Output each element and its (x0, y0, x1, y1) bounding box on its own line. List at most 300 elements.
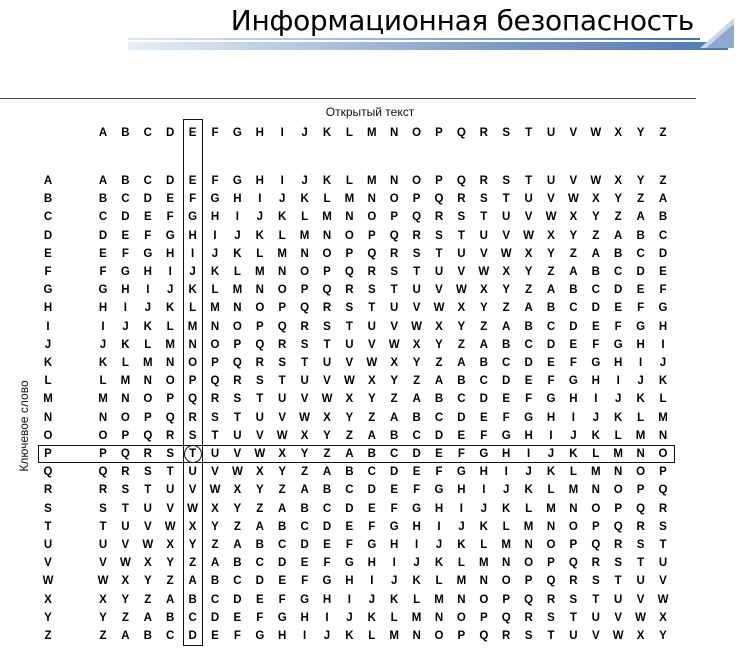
table-cell-letter: I (526, 448, 531, 460)
table-cell-letter: Y (143, 575, 152, 588)
table-cell-letter: K (233, 247, 242, 260)
key-row-header-letter: L (44, 375, 52, 388)
table-cell-letter: K (569, 448, 578, 460)
table-cell-letter: U (636, 575, 645, 588)
table-cell-letter: J (99, 338, 107, 351)
table-cell-letter: U (412, 284, 421, 297)
table-cell-letter: G (98, 284, 108, 297)
table-cell-letter: F (592, 338, 600, 351)
table-cell-letter: E (524, 375, 533, 388)
table-cell-letter: N (591, 484, 600, 497)
table-cell-letter: Q (389, 229, 399, 242)
table-cell-letter: U (524, 193, 533, 206)
table-cell-letter: W (276, 429, 288, 442)
table-cell-letter: T (166, 466, 174, 479)
table-cell-letter: R (390, 247, 399, 260)
table-cell-letter: D (569, 320, 578, 333)
table-cell-letter: C (412, 429, 421, 442)
table-cell-letter: J (256, 211, 263, 224)
table-cell-letter: O (546, 539, 556, 551)
table-cell-letter: H (546, 411, 556, 424)
table-cell-letter: H (569, 393, 578, 406)
table-cell-letter: I (280, 175, 284, 187)
table-cell-letter: C (614, 266, 623, 278)
table-cell-letter: V (166, 502, 175, 515)
key-row-header-letter: E (44, 247, 52, 260)
table-cell-letter: U (255, 411, 264, 424)
table-cell-letter: I (392, 557, 396, 570)
table-cell-letter: Z (233, 520, 241, 533)
table-cell-letter: X (502, 266, 511, 278)
table-cell-letter: R (345, 284, 354, 297)
table-cell-letter: V (255, 429, 264, 442)
table-cell-letter: R (569, 575, 578, 588)
table-cell-letter: U (278, 393, 287, 406)
table-cell-letter: H (390, 539, 399, 551)
table-cell-letter: Y (659, 630, 667, 642)
table-cell-letter: W (500, 247, 512, 260)
table-cell-letter: C (300, 520, 309, 533)
table-cell-letter: K (614, 411, 623, 424)
table-cell-letter: N (300, 247, 309, 260)
table-cell-letter: C (546, 320, 556, 333)
table-cell-letter: T (637, 557, 645, 570)
table-cell-letter: P (99, 448, 107, 460)
table-cell-letter: Q (143, 429, 153, 442)
table-cell-letter: P (547, 557, 555, 570)
table-cell-letter: Q (591, 539, 601, 551)
table-cell-letter: T (368, 302, 376, 315)
table-cell-letter: W (567, 193, 579, 206)
highlighted-plaintext-column (183, 119, 203, 646)
table-cell-letter: K (188, 284, 197, 297)
table-cell-letter: V (300, 393, 309, 406)
table-cell-letter: K (524, 484, 533, 497)
table-cell-letter: R (524, 611, 533, 624)
table-cell-letter: T (278, 375, 286, 388)
table-cell-letter: Y (412, 357, 421, 369)
table-cell-letter: W (523, 229, 535, 242)
table-cell-letter: K (300, 193, 309, 206)
table-cell-letter: G (255, 630, 265, 642)
table-cell-letter: E (233, 611, 242, 624)
table-cell-letter: T (121, 502, 129, 515)
table-cell-letter: I (504, 466, 508, 479)
table-cell-letter: I (571, 411, 575, 424)
table-cell-letter: Y (547, 247, 555, 260)
table-cell-letter: U (457, 247, 466, 260)
table-cell-letter: W (187, 502, 199, 515)
table-cell-letter: R (367, 266, 376, 278)
table-cell-letter: Q (613, 520, 623, 533)
table-cell-letter: J (614, 393, 622, 406)
table-cell-letter: W (321, 393, 333, 406)
table-cell-letter: G (188, 211, 198, 224)
table-cell-letter: F (525, 393, 533, 406)
key-row-header-letter: J (44, 338, 52, 351)
table-cell-letter: O (277, 284, 287, 297)
table-cell-letter: X (255, 466, 264, 479)
table-cell-letter: Y (591, 211, 600, 224)
table-cell-letter: Q (658, 484, 668, 497)
table-cell-letter: T (211, 429, 219, 442)
table-cell-letter: H (98, 302, 108, 315)
table-cell-letter: P (278, 302, 287, 315)
table-cell-letter: L (99, 375, 107, 388)
table-cell-letter: Q (568, 557, 578, 570)
table-cell-letter: V (121, 539, 130, 551)
table-cell-letter: O (255, 302, 265, 315)
table-cell-letter: M (613, 448, 623, 460)
table-cell-letter: L (121, 357, 129, 369)
table-cell-letter: R (98, 484, 108, 497)
table-cell-letter: D (479, 393, 488, 406)
table-cell-letter: R (210, 393, 220, 406)
table-cell-letter: K (546, 466, 556, 479)
table-cell-letter: N (636, 448, 645, 460)
table-cell-letter: C (345, 484, 354, 497)
table-cell-letter: P (390, 211, 399, 224)
table-cell-letter: Z (637, 193, 645, 206)
table-cell-letter: J (592, 411, 599, 424)
table-cell-letter: S (502, 175, 511, 187)
table-cell-letter: I (437, 520, 441, 533)
table-cell-letter: S (278, 357, 287, 369)
table-cell-letter: F (144, 229, 152, 242)
table-cell-letter: N (479, 575, 488, 588)
table-cell-letter: T (256, 393, 264, 406)
table-cell-letter: Q (188, 393, 198, 406)
table-cell-letter: V (636, 593, 645, 606)
table-cell-letter: N (98, 411, 108, 424)
table-cell-letter: L (592, 448, 600, 460)
table-cell-letter: J (458, 520, 465, 533)
table-cell-letter: G (232, 175, 242, 187)
table-cell-letter: E (614, 302, 623, 315)
table-cell-letter: G (546, 393, 556, 406)
table-cell-letter: I (414, 539, 419, 551)
title-decor-bar (128, 42, 728, 50)
table-cell-letter: I (459, 502, 463, 515)
table-cell-letter: B (390, 429, 399, 442)
table-cell-letter: Z (121, 611, 129, 624)
table-cell-letter: T (569, 611, 577, 624)
title-corner-decor-icon (700, 18, 734, 48)
table-cell-letter: G (143, 247, 153, 260)
table-cell-letter: Z (502, 302, 510, 315)
table-cell-letter: R (502, 630, 511, 642)
table-cell-letter: K (121, 338, 130, 351)
table-cell-letter: V (367, 338, 376, 351)
table-cell-letter: L (166, 320, 174, 333)
table-cell-letter: I (123, 302, 127, 315)
table-cell-letter: O (479, 593, 489, 606)
table-cell-letter: I (302, 630, 307, 642)
table-cell-letter: W (657, 593, 669, 606)
table-cell-letter: U (322, 357, 332, 369)
table-cell-letter: C (457, 393, 466, 406)
plaintext-header-letter: E (188, 127, 197, 139)
table-cell-letter: A (367, 429, 376, 442)
key-row-header-letter: B (43, 193, 53, 206)
table-cell-letter: X (524, 247, 533, 260)
table-cell-letter: X (659, 611, 667, 624)
table-cell-letter: L (301, 211, 309, 224)
table-cell-letter: J (435, 539, 443, 551)
table-cell-letter: Z (659, 175, 667, 187)
table-cell-letter: R (255, 357, 264, 369)
table-cell-letter: M (277, 247, 287, 260)
table-cell-letter: G (367, 539, 377, 551)
table-cell-letter: C (591, 284, 600, 297)
key-row-header-letter: M (43, 393, 53, 406)
table-cell-letter: P (457, 630, 466, 642)
key-row-header-letter: I (46, 320, 50, 333)
table-cell-letter: C (233, 575, 242, 588)
table-cell-letter: I (482, 484, 486, 497)
table-cell-letter: N (524, 539, 533, 551)
key-row-header-letter: K (43, 357, 53, 369)
table-cell-letter: J (547, 448, 555, 460)
table-cell-letter: B (636, 229, 645, 242)
table-cell-letter: F (435, 466, 443, 479)
table-cell-letter: Y (479, 302, 488, 315)
table-cell-letter: L (323, 193, 331, 206)
plaintext-header-letter: P (435, 127, 443, 139)
table-cell-letter: V (412, 302, 421, 315)
table-cell-letter: L (345, 175, 353, 187)
table-cell-letter: A (121, 630, 130, 642)
key-row-header-letter: C (43, 211, 53, 224)
table-cell-letter: M (546, 502, 556, 515)
table-cell-letter: T (99, 520, 107, 533)
table-cell-letter: P (143, 411, 152, 424)
table-cell-letter: T (435, 247, 443, 260)
table-cell-letter: A (345, 448, 354, 460)
table-cell-letter: Y (502, 284, 511, 297)
table-cell-letter: B (569, 284, 578, 297)
table-cell-letter: I (347, 593, 351, 606)
table-cell-letter: O (143, 393, 153, 406)
table-cell-letter: X (591, 193, 600, 206)
table-cell-letter: A (434, 375, 444, 388)
table-cell-letter: Q (524, 593, 534, 606)
table-cell-letter: C (210, 593, 220, 606)
table-cell-letter: B (278, 520, 287, 533)
table-cell-letter: Z (614, 211, 622, 224)
table-cell-letter: G (501, 429, 511, 442)
table-cell-letter: K (166, 302, 175, 315)
table-cell-letter: L (525, 502, 533, 515)
table-cell-letter: J (502, 484, 510, 497)
table-cell-letter: P (166, 393, 175, 406)
table-cell-letter: H (300, 611, 309, 624)
plaintext-header-letter: D (166, 127, 175, 139)
table-cell-letter: L (637, 411, 645, 424)
table-cell-letter: I (190, 247, 195, 260)
table-cell-letter: D (210, 611, 220, 624)
table-cell-letter: N (121, 393, 130, 406)
table-cell-letter: B (166, 611, 175, 624)
table-cell-letter: X (569, 211, 578, 224)
table-cell-letter: S (457, 211, 466, 224)
table-cell-letter: Q (300, 302, 310, 315)
table-cell-letter: S (99, 502, 107, 515)
table-cell-letter: O (434, 630, 444, 642)
table-cell-letter: L (413, 593, 421, 606)
table-cell-letter: P (188, 375, 197, 388)
table-cell-letter: R (591, 557, 600, 570)
table-cell-letter: N (658, 429, 668, 442)
table-cell-letter: M (568, 484, 579, 497)
table-cell-letter: V (502, 229, 511, 242)
table-cell-letter: G (456, 466, 466, 479)
table-cell-letter: P (614, 502, 623, 515)
table-cell-letter: G (636, 320, 646, 333)
table-cell-letter: X (412, 338, 421, 351)
table-cell-letter: I (616, 375, 620, 388)
table-cell-letter: T (301, 357, 309, 369)
plaintext-header-letter: I (280, 127, 284, 139)
table-cell-letter: L (502, 520, 510, 533)
table-cell-letter: B (479, 357, 488, 369)
table-cell-letter: X (479, 284, 488, 297)
table-cell-letter: S (166, 448, 175, 460)
table-cell-letter: H (188, 229, 197, 242)
table-cell-letter: G (277, 611, 287, 624)
table-cell-letter: R (233, 375, 242, 388)
table-cell-letter: W (366, 357, 378, 369)
table-cell-letter: C (636, 247, 645, 260)
table-cell-letter: T (233, 411, 241, 424)
table-cell-letter: X (457, 302, 466, 315)
table-cell-letter: L (569, 466, 577, 479)
table-cell-letter: C (255, 557, 264, 570)
table-cell-letter: K (255, 229, 264, 242)
table-cell-letter: H (233, 193, 242, 206)
table-cell-letter: N (166, 357, 175, 369)
table-cell-letter: M (411, 611, 422, 624)
table-cell-letter: D (166, 175, 175, 187)
key-row-header-letter: X (44, 593, 52, 606)
table-cell-letter: G (524, 411, 534, 424)
table-cell-letter: T (413, 266, 421, 278)
table-cell-letter: U (479, 229, 488, 242)
table-cell-letter: T (502, 193, 510, 206)
table-cell-letter: B (412, 411, 421, 424)
table-cell-letter: X (188, 520, 197, 533)
table-cell-letter: W (635, 611, 647, 624)
table-cell-letter: K (412, 575, 421, 588)
table-cell-letter: N (367, 193, 376, 206)
table-cell-letter: V (278, 411, 287, 424)
table-cell-letter: X (121, 575, 130, 588)
table-cell-letter: N (255, 284, 264, 297)
table-cell-letter: F (189, 193, 197, 206)
table-cell-letter: U (121, 520, 130, 533)
table-cell-letter: H (502, 448, 511, 460)
table-cell-letter: P (412, 193, 421, 206)
table-cell-letter: S (300, 338, 309, 351)
table-cell-letter: S (390, 266, 399, 278)
table-cell-letter: Y (300, 448, 309, 460)
table-cell-letter: D (278, 557, 287, 570)
table-cell-letter: M (389, 630, 399, 642)
table-cell-letter: J (144, 302, 151, 315)
table-cell-letter: R (322, 302, 332, 315)
table-cell-letter: M (322, 211, 332, 224)
slide-title: Информационная безопасность (230, 4, 694, 37)
table-cell-letter: I (661, 338, 665, 351)
table-cell-letter: V (390, 320, 399, 333)
table-cell-letter: N (569, 502, 578, 515)
table-cell-letter: V (547, 193, 555, 206)
table-cell-letter: W (478, 266, 490, 278)
table-cell-letter: J (346, 611, 353, 624)
table-cell-letter: G (300, 593, 310, 606)
table-cell-letter: A (143, 611, 152, 624)
table-cell-letter: T (525, 175, 533, 187)
table-cell-letter: E (99, 247, 107, 260)
table-cell-letter: T (457, 229, 465, 242)
table-cell-letter: M (255, 266, 265, 278)
table-cell-letter: R (479, 175, 488, 187)
table-cell-letter: F (211, 175, 219, 187)
table-cell-letter: Y (255, 484, 264, 497)
table-cell-letter: V (143, 520, 152, 533)
table-cell-letter: G (210, 193, 220, 206)
table-cell-letter: Y (233, 502, 242, 515)
table-cell-letter: F (569, 357, 577, 369)
table-cell-letter: O (300, 266, 310, 278)
key-row-header-letter: P (44, 448, 52, 460)
table-cell-letter: F (413, 484, 421, 497)
table-cell-letter: J (480, 502, 487, 515)
table-cell-letter: H (210, 211, 220, 224)
table-cell-letter: E (367, 502, 376, 515)
table-cell-letter: G (568, 375, 578, 388)
table-cell-letter: M (501, 539, 511, 551)
plaintext-header-letter: G (232, 127, 242, 139)
table-cell-letter: J (211, 247, 219, 260)
table-cell-letter: Y (211, 520, 219, 533)
table-cell-letter: P (255, 320, 264, 333)
table-cell-letter: O (456, 611, 466, 624)
plaintext-header-letter: T (525, 127, 533, 139)
table-cell-letter: W (388, 338, 400, 351)
table-cell-letter: O (568, 520, 578, 533)
table-cell-letter: J (278, 193, 286, 206)
table-cell-letter: T (480, 211, 488, 224)
table-cell-letter: F (121, 247, 129, 260)
table-cell-letter: B (367, 448, 376, 460)
table-cell-letter: D (457, 411, 466, 424)
table-cell-letter: X (300, 429, 309, 442)
key-row-header-letter: Q (43, 466, 53, 479)
table-cell-letter: B (658, 211, 668, 224)
table-cell-letter: A (322, 466, 332, 479)
table-cell-letter: J (166, 284, 174, 297)
table-cell-letter: Z (256, 502, 264, 515)
table-cell-letter: B (345, 466, 354, 479)
table-cell-letter: A (188, 575, 197, 588)
table-cell-letter: U (591, 611, 600, 624)
table-cell-letter: Q (501, 611, 511, 624)
table-cell-letter: C (569, 302, 578, 315)
table-cell-letter: O (232, 320, 242, 333)
table-cell-letter: V (435, 284, 443, 297)
table-cell-letter: D (412, 448, 421, 460)
